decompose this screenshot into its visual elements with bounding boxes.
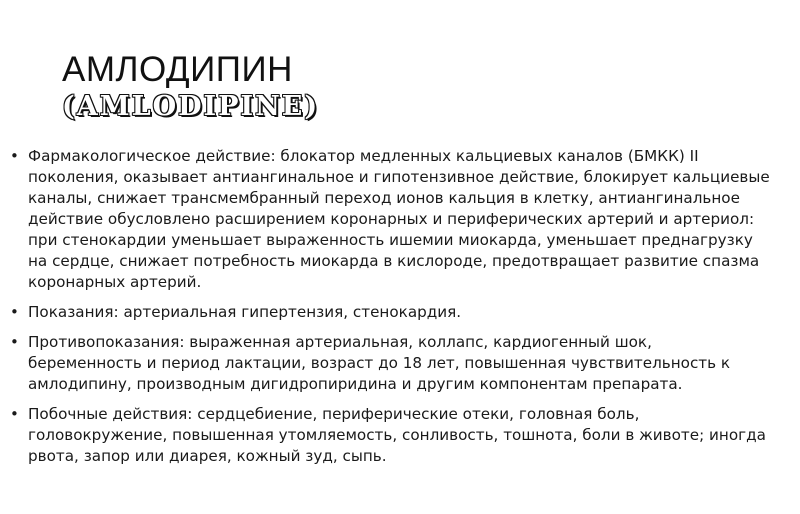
bullet-side-effects (10, 404, 770, 467)
bullet-contraindications (10, 332, 770, 395)
bullet-list (10, 146, 770, 476)
bullet-marker: • (10, 405, 19, 423)
bullet-marker: • (10, 333, 19, 351)
title-latin: (AMLODIPINE) (62, 91, 320, 122)
bullet-pharmacology (10, 146, 770, 293)
bullet-text: Фармакологическое действие: блокатор медленных кальциевых каналов (БМКК) II поколения, оказывает антиангинальное и гипотензивное действие, блокирует кальциевые каналы, снижает трансмембранный переход ионов кальция в клетку, антиангинальное действие обусловлено расширением коронарных и периферических артерий и артериол: при стенокардии уменьшает выраженность ишемии миокарда, уменьшает преднагрузку на сердце, снижает потребность миокарда в кислороде, предотвращает развитие спазма коронарных артерий. (28, 147, 770, 291)
bullet-text: Побочные действия: сердцебиение, периферические отеки, головная боль, головокружение, повышенная утомляемость, сонливость, тошнота, боли в животе; иногда рвота, запор или диарея, кожный зуд, сыпь. (28, 405, 766, 465)
title-russian: АМЛОДИПИН (62, 50, 293, 89)
bullet-marker: • (10, 303, 19, 321)
bullet-text: Противопоказания: выраженная артериальная, коллапс, кардиогенный шок, беременность и период лактации, возраст до 18 лет, повышенная чувствительность к амлодипину, производным дигидропиридина и другим компонентам препарата. (28, 333, 731, 393)
slide-title (62, 50, 319, 124)
bullet-marker: • (10, 147, 19, 165)
bullet-indications (10, 302, 770, 323)
bullet-text: Показания: артериальная гипертензия, стенокардия. (28, 303, 462, 321)
